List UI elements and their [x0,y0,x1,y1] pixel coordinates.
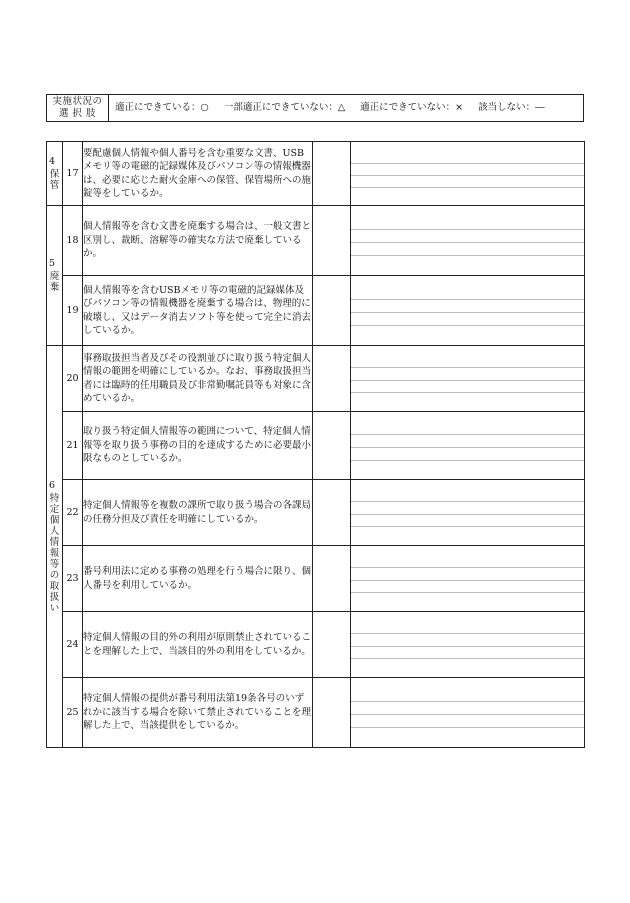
writing-line [351,229,584,230]
writing-line [351,592,584,593]
item-question: 特定個人情報の目的外の利用が原則禁止されていることを理解した上で、当該目的外の利用をしているか。 [83,612,313,678]
item-question: 特定個人情報の提供が番号利用法第19条各号のいずれかに該当する場合を除いて禁止されていることを理解した上で、当該提供をしているか。 [83,678,313,748]
legend-option-na: 該当しない：― [478,102,545,113]
legend-label-line1: 実施状況の [52,96,103,107]
section-title-char: 管 [49,180,60,191]
section-heading [47,206,63,346]
table-row [47,142,585,206]
status-answer-cell[interactable] [313,346,351,412]
table-row [47,346,585,412]
table-row [47,678,585,748]
status-answer-cell[interactable] [313,276,351,346]
item-question: 個人情報等を含む文書を廃棄する場合は、一般文書と区別し、裁断、溶解等の確実な方法で廃棄しているか。 [83,206,313,276]
table-row [47,276,585,346]
writing-line [351,580,584,581]
item-question: 取り扱う特定個人情報等の範囲について、特定個人情報等を取り扱う事務の目的を達成するために必要最小限なものとしているか。 [83,412,313,480]
section-title-char: 取 [49,580,60,592]
item-question: 要配慮個人情報や個人番号を含む重要な文書、USBメモリ等の電磁的記録媒体及びパソコン等の情報機器は、必要に応じた耐火金庫への保管、保管場所への施錠等をしているか。 [83,142,313,206]
table-row [47,206,585,276]
writing-line [351,392,584,393]
writing-line [351,701,584,702]
section-number: 5 [49,258,56,269]
writing-line [351,658,584,659]
status-answer-cell[interactable] [313,678,351,748]
checklist-table [46,141,585,748]
writing-line [351,646,584,647]
section-title-char: 特 [49,492,60,504]
status-answer-cell[interactable] [313,412,351,480]
section-title-char: 保 [49,169,60,180]
section-title-char: 棄 [49,282,60,293]
legend-option-ok: 適正にできている：○ [115,102,209,113]
section-title-char: の [49,569,60,581]
status-answer-cell[interactable] [313,546,351,612]
remarks-cell[interactable] [351,678,585,748]
item-number: 17 [63,142,83,206]
table-row [47,546,585,612]
remarks-cell[interactable] [351,206,585,276]
writing-line [351,460,584,461]
section-title-char: い [49,602,60,614]
status-answer-cell[interactable] [313,480,351,546]
legend-label [47,95,109,121]
writing-line [351,255,584,256]
section-title [47,169,62,191]
remarks-cell[interactable] [351,142,585,206]
table-row [47,480,585,546]
writing-line [351,380,584,381]
status-answer-cell[interactable] [313,142,351,206]
section-title-char: 報 [49,547,60,559]
item-number: 20 [63,346,83,412]
section-number: 6 [49,479,56,491]
writing-line [351,514,584,515]
writing-line [351,567,584,568]
section-title-char: 人 [49,525,60,537]
writing-line [351,633,584,634]
section-title-char: 定 [49,503,60,515]
item-number: 21 [63,412,83,480]
section-title-char: 廃 [49,271,60,282]
item-number: 23 [63,546,83,612]
table-row [47,412,585,480]
writing-line [351,434,584,435]
section-title [47,493,62,614]
remarks-cell[interactable] [351,346,585,412]
section-heading [47,346,63,748]
remarks-cell[interactable] [351,546,585,612]
status-answer-cell[interactable] [313,612,351,678]
writing-line [351,242,584,243]
table-row [47,612,585,678]
section-title [47,271,62,293]
section-heading [47,142,63,206]
section-title-char: 等 [49,558,60,570]
item-number: 22 [63,480,83,546]
remarks-cell[interactable] [351,480,585,546]
section-title-char: 扱 [49,591,60,603]
item-question: 事務取扱担当者及びその役割並びに取り扱う特定個人情報の範囲を明確にしているか。なお、事務取扱担当者には臨時的任用職員及び非常勤嘱託員等も対象に含めているか。 [83,346,313,412]
legend-options [109,95,583,121]
item-number: 25 [63,678,83,748]
writing-line [351,187,584,188]
item-question: 特定個人情報等を複数の課所で取り扱う場合の各課局の任務分担及び責任を明確にしているか。 [83,480,313,546]
writing-line [351,367,584,368]
section-title-char: 情 [49,536,60,548]
legend-option-ng: 適正にできていない：× [360,102,464,113]
item-number: 19 [63,276,83,346]
item-question: 個人情報等を含むUSBメモリ等の電磁的記録媒体及びパソコン等の情報機器を廃棄する場合は、物理的に破壊し、又はデータ消去ソフト等を使って完全に消去しているか。 [83,276,313,346]
writing-line [351,163,584,164]
status-answer-cell[interactable] [313,206,351,276]
writing-line [351,447,584,448]
remarks-cell[interactable] [351,412,585,480]
section-title-char: 個 [49,514,60,526]
remarks-cell[interactable] [351,276,585,346]
writing-line [351,501,584,502]
item-number: 18 [63,206,83,276]
writing-line [351,714,584,715]
writing-line [351,727,584,728]
writing-line [351,325,584,326]
writing-line [351,526,584,527]
section-number: 4 [49,156,56,167]
legend-option-partial: 一部適正にできていない：△ [223,102,346,113]
writing-line [351,312,584,313]
item-question: 番号利用法に定める事務の処理を行う場合に限り、個人番号を利用しているか。 [83,546,313,612]
legend-label-line2: 選 択 肢 [58,108,97,119]
item-number: 24 [63,612,83,678]
writing-line [351,299,584,300]
remarks-cell[interactable] [351,612,585,678]
writing-line [351,175,584,176]
selection-legend [46,94,584,122]
